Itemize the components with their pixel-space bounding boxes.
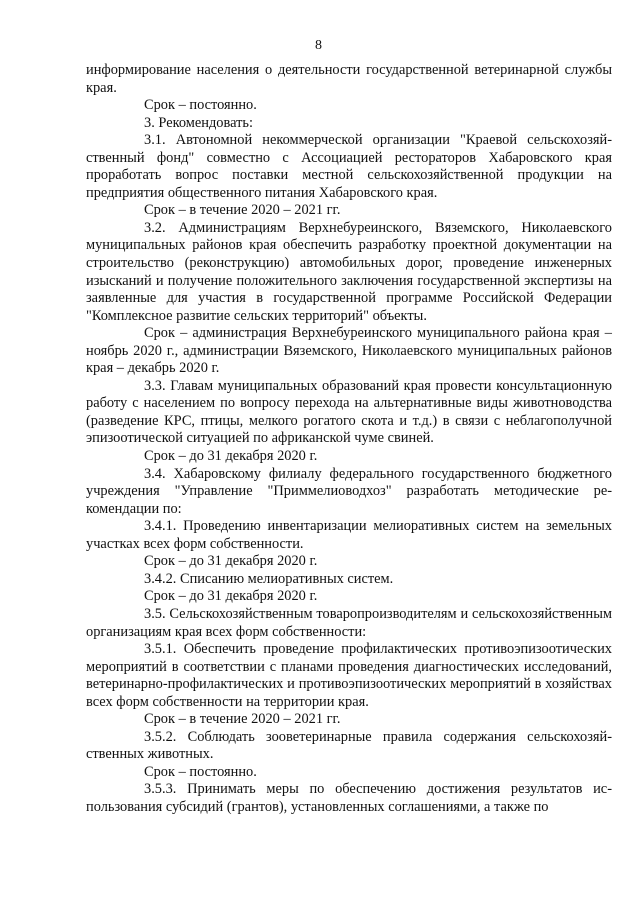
paragraph: Срок – до 31 декабря 2020 г. — [144, 588, 318, 605]
paragraph: 3.2. Администрациям Верхнебуреинского, Вяземского, Николаевского муниципальных районов края обеспечить разработку проектной документации на строительство (реконструкцию) автомобильных дорог, проведение инженерных изысканий и получение положительного заключения государственной экспертизы на заявленные для участия в государственной программе Российской Федерации "Комплексное развитие сельских территорий" объекты. — [86, 219, 612, 324]
paragraph: Срок – администрация Верхнебуреинского муниципального района края – ноябрь 2020 г., администрации Вяземского, Николаевского муниципальных районов края – декабрь 2020 г. — [86, 325, 612, 377]
paragraph: 3.5.3. Принимать меры по обеспечению достижения результатов использования субсидий (грантов), установленных соглашениями, а также по — [86, 781, 612, 815]
paragraph: информирование населения о деятельности государственной ветеринарной службы края. — [86, 62, 612, 96]
paragraph: Срок – до 31 декабря 2020 г. — [144, 553, 318, 570]
paragraph: 3.5.2. Соблюдать зооветеринарные правила содержания сельскохозяйственных животных. — [86, 728, 612, 763]
paragraph: Срок – до 31 декабря 2020 г. — [144, 448, 318, 465]
page-number: 8 — [315, 38, 322, 53]
paragraph: 3.4.2. Списанию мелиоративных систем. — [144, 570, 394, 587]
paragraph: 3.1. Автономной некоммерческой организации "Краевой сельскохозяйственный фонд" совместно с Ассоциацией рестораторов Хабаровского края проработать вопрос поставки местной сельскохозяйственной продукции на предприятия общественного питания Хабаровского края. — [86, 132, 612, 201]
paragraph: Срок – в течение 2020 – 2021 гг. — [144, 711, 341, 728]
paragraph: 3.5. Сельскохозяйственным товаропроизводителям и сельскохозяйственным организациям края всех форм собственности: — [86, 605, 612, 640]
paragraph: 3.4. Хабаровскому филиалу федерального государственного бюджетного учреждения "Управление "Приммелиоводхоз" разработать методические рекомендации по: — [86, 465, 612, 517]
paragraph: 3.3. Главам муниципальных образований края провести консультационную работу с населением по вопросу перехода на альтернативные виды животноводства (разведение КРС, птицы, мелкого рогатого скота и т.д.) в связи с неблагополучной эпизоотической ситуацией по африканской чуме свиней. — [86, 377, 612, 447]
paragraph: Срок – в течение 2020 – 2021 гг. — [144, 202, 341, 219]
paragraph: 3. Рекомендовать: — [144, 114, 253, 131]
paragraph: 3.4.1. Проведению инвентаризации мелиоративных систем на земельных участках всех форм собственности. — [86, 518, 612, 552]
paragraph: Срок – постоянно. — [144, 97, 257, 114]
document-body — [86, 62, 612, 817]
paragraph: Срок – постоянно. — [144, 763, 257, 780]
paragraph: 3.5.1. Обеспечить проведение профилактических противоэпизоотических мероприятий в соответствии с планами проведения диагностических исследований, ветеринарно-профилактических и противоэпизоотических мероприятий в хозяйствах всех форм собственности на территории края. — [86, 641, 612, 710]
